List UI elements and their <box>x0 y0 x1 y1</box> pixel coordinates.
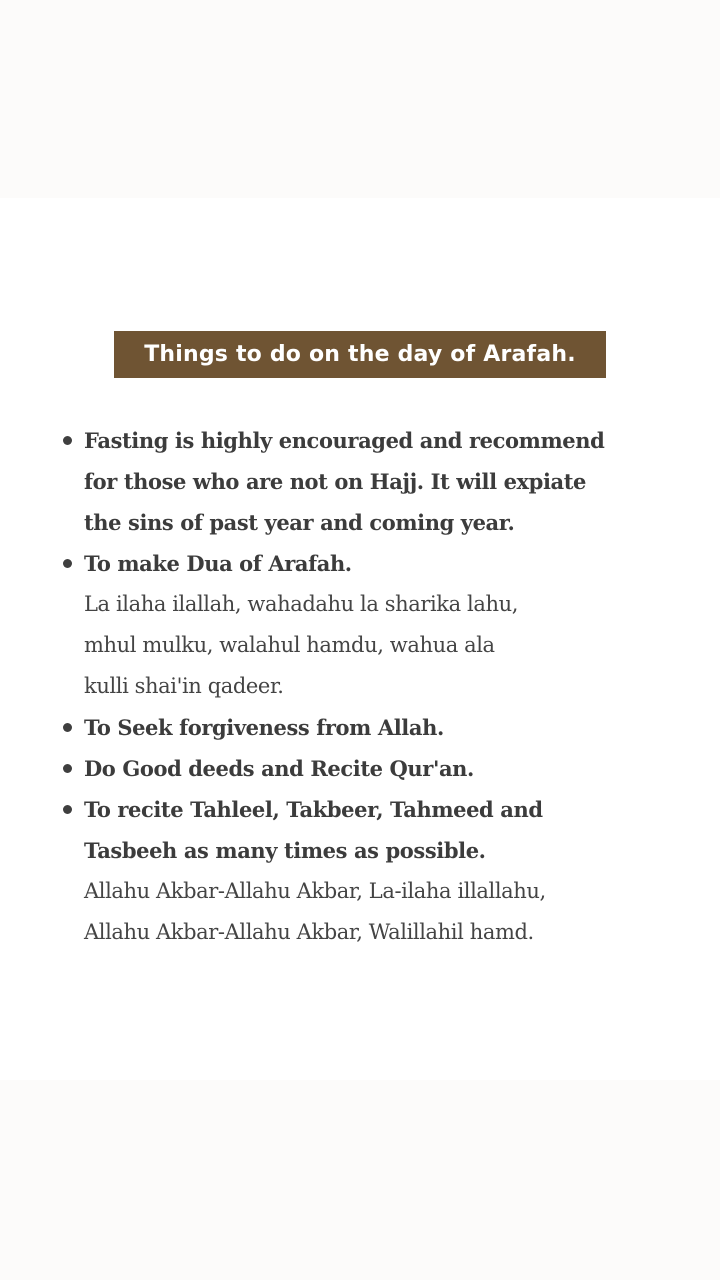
dhikr-line: Allahu Akbar-Allahu Akbar, La-ilaha illallahu, <box>84 879 546 903</box>
list-item-text: Tasbeeh as many times as possible. <box>84 838 486 863</box>
list-item <box>58 420 698 543</box>
list-item <box>58 748 698 789</box>
list-item <box>58 543 698 584</box>
dua-line: La ilaha ilallah, wahadahu la sharika lahu, <box>84 592 518 616</box>
page-title: Things to do on the day of Arafah. <box>144 342 576 367</box>
bullet-icon <box>63 764 72 773</box>
bullet-icon <box>63 436 72 445</box>
list-item <box>58 789 698 871</box>
bullet-icon <box>63 805 72 814</box>
bullet-icon <box>63 723 72 732</box>
list-item-text: To make Dua of Arafah. <box>84 551 352 576</box>
list-item-text: Do Good deeds and Recite Qur'an. <box>84 756 474 781</box>
dua-line: mhul mulku, walahul hamdu, wahua ala <box>84 633 495 657</box>
list-item <box>58 707 698 748</box>
list-item-text: To Seek forgiveness from Allah. <box>84 715 444 740</box>
list-item-text: To recite Tahleel, Takbeer, Tahmeed and <box>84 797 543 822</box>
dua-line: kulli shai'in qadeer. <box>84 674 284 698</box>
list-item-text: the sins of past year and coming year. <box>84 510 515 535</box>
list-item-text: Fasting is highly encouraged and recommend <box>84 428 605 453</box>
bullet-icon <box>63 559 72 568</box>
dhikr-line: Allahu Akbar-Allahu Akbar, Walillahil hamd. <box>84 920 534 944</box>
list-item-text: for those who are not on Hajj. It will expiate <box>84 469 586 494</box>
title-banner <box>114 331 606 378</box>
bullet-list <box>58 420 698 953</box>
